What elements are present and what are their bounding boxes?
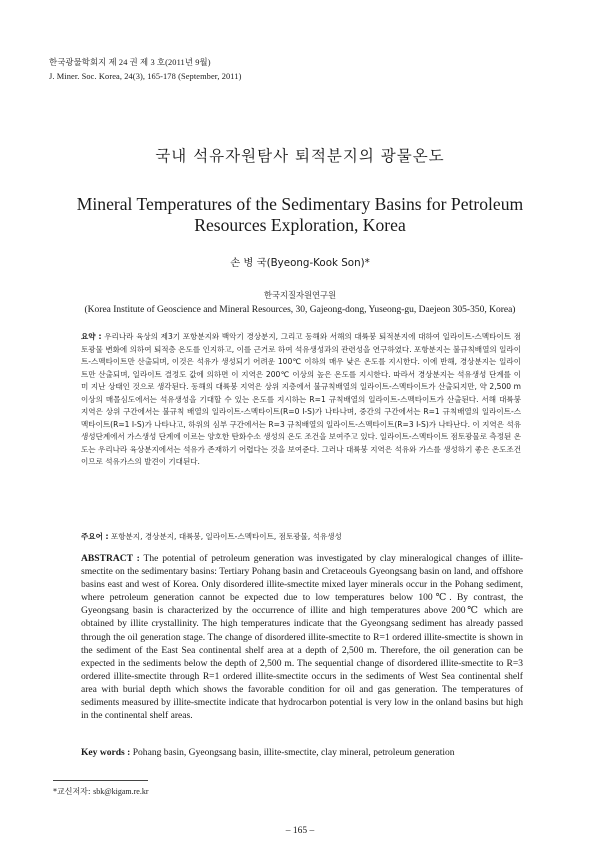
title-korean: 국내 석유자원탐사 퇴적분지의 광물온도 bbox=[155, 147, 445, 165]
footnote-label: *교신저자: bbox=[53, 787, 91, 796]
keywords-korean bbox=[81, 531, 521, 542]
keywords-english-label: Key words : bbox=[81, 747, 131, 758]
journal-citation bbox=[49, 56, 241, 84]
journal-citation-korean: 한국광물학회지 제 24 권 제 3 호(2011년 9월) bbox=[49, 58, 211, 67]
title-english: Mineral Temperatures of the Sedimentary Basins for Petroleum Resources Exploration, Korea bbox=[76, 194, 524, 235]
footnote-corresponding-author bbox=[53, 786, 149, 797]
footnote-divider bbox=[53, 780, 148, 781]
keywords-english bbox=[81, 747, 523, 758]
abstract-korean-label: 요약 : bbox=[81, 332, 102, 341]
abstract-english-text: The potential of petroleum generation was investigated by clay mineralogical changes of illite-smectite on the sedimentary basins: Tertiary Pohang basin and Cretaceouls Gyeongsang basin on land, and offshore basins east and west of Korea. Only disordered illite-smectite mixed layer minerals occur in the Pohang sediment, where petroleum generation cannot be expected due to low temperatures below 100℃. By contrast, the Gyeongsang basin is characterized by the occurrence of illite and high temperatures above 200℃ which are obtained by illite crystallinity. The high temperatures indicate that the Gyeongsang sediment has already passed through the oil generation stage. The change of disordered illite-smectite to R=1 ordered illite-smectite is shown in the sediment of the East Sea continental shelf area at a depth of 2,500 m. Therefore, the oil generation can be expected in the sediments below the depth of 2,500 m. The sequential change of disordered illite-smectite to R=3 ordered illite-smectite through R=1 ordered illite-smectite occurs in the sediments of West Sea continental shelf area with burial depth which shows the favorable condition for oil and gas generation. The temperatures of sediments measured by illite-smectite indicate that hydrocarbon potential is very low in the onland basins but high in the continental shelf areas. bbox=[81, 553, 524, 722]
affiliation-korean: 한국지질자원연구원 bbox=[263, 290, 337, 300]
keywords-korean-text: 포항분지, 경상분지, 대륙붕, 일라이트-스멕타이트, 점토광물, 석유생성 bbox=[110, 532, 342, 541]
author-name: 손 병 국(Byeong-Kook Son)* bbox=[230, 257, 370, 269]
abstract-korean-text: 우리나라 육상의 제3기 포항분지와 백악기 경상분지, 그리고 동해와 서해의 대륙붕 퇴적분지에 대하여 일라이트-스멕타이트 점토광물 변화에 의하여 퇴적층 온도를 인지하고, 이를 근거로 하여 석유생성과의 관련성을 연구하였다. 포항분지는 불규칙배열의 일라이트-스멕타이트만 산출되며, 이것은 석유가 생성되기 어려운 100℃ 이하의 매우 낮은 온도를 지시한다. 이에 반해, 경상분지는 일라이트만 산출되며, 일라이트 결정도 값에 의하면 이 지역은 200℃ 이상의 높은 온도를 지시한다. 따라서 경상분지는 석유생성 단계를 이미 지난 상태인 것으로 생각된다. 동해의 대륙붕 지역은 상위 지층에서 불규칙배열의 일라이트-스멕타이트가 산출되지만, 약 2,500 m 이상의 매몰심도에서는 석유생성을 기대할 수 있는 온도를 지시하는 R=1 규칙배열의 일라이트-스멕타이트가 산출된다. 서해 대륙붕 지역은 상위 구간에서는 불규칙 배열의 일라이트-스멕타이트(R=0 I-S)가 나타나며, 중간의 구간에서는 R=1 규칙배열의 일라이트-스멕타이트(R=1 I-S)가 나타나고, 하위의 심부 구간에서는 R=3 규칙배열의 일라이트-스멕타이트(R=3 I-S)가 나타난다. 이 지역은 석유생성단계에서 가스생성 단계에 이르는 양호한 탄화수소 생성의 온도 조건을 보여주고 있다. 일라이트-스멕타이트 점토광물로 측정된 온도는 우리나라 육상분지에서는 석유가 존재하기 어렵다는 것을 보여준다. 그러나 대륙붕 지역은 석유와 가스를 생성하기 좋은 온도조건이므로 석유가스의 발견이 기대된다. bbox=[81, 332, 521, 467]
keywords-english-text: Pohang basin, Gyeongsang basin, illite-smectite, clay mineral, petroleum generation bbox=[132, 747, 455, 758]
abstract-english bbox=[81, 552, 523, 722]
abstract-korean bbox=[81, 331, 521, 469]
abstract-english-label: ABSTRACT : bbox=[81, 553, 140, 564]
keywords-korean-label: 주요어 : bbox=[81, 532, 109, 541]
footnote-email[interactable]: sbk@kigam.re.kr bbox=[93, 787, 149, 796]
journal-citation-english: J. Miner. Soc. Korea, 24(3), 165-178 (September, 2011) bbox=[49, 72, 242, 81]
page-number: – 165 – bbox=[285, 826, 315, 836]
affiliation-english: (Korea Institute of Geoscience and Mineral Resources, 30, Gajeong-dong, Yuseong-gu, Daejeon 305-350, Korea) bbox=[84, 305, 516, 315]
